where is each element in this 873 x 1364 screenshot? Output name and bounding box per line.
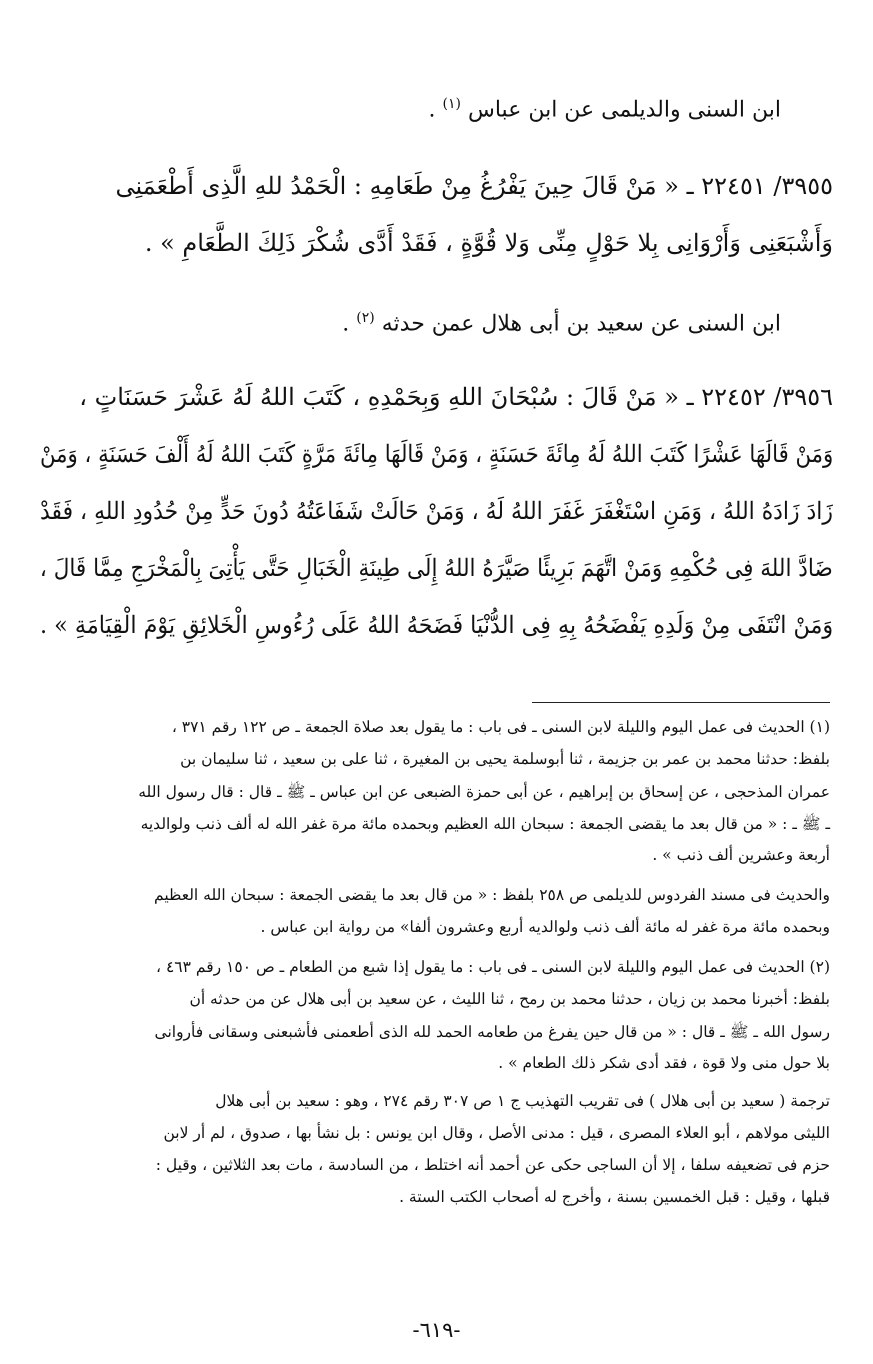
footnote-1-line-5: أربعة وعشرين ألف ذنب » . [652,846,830,864]
footnote-ref-1: (١) [442,96,461,112]
footnote-2-line-2: بلفظ: أخبرنا محمد بن زيان ، حدثنا محمد بن رمح ، ثنا الليث ، عن سعيد بن أبى هلال عن من حدثه أن [189,990,830,1008]
hadith-2-line-2: وَمَنْ قَالَهَا عَشْرًا كَتَبَ اللهُ لَهُ مِائَةَ حَسَنَةٍ ، وَمَنْ قَالَهَا مِائَةَ مَرَّةٍ كَتَبَ اللهُ لَهُ أَلْفَ حَسَنَةٍ ، وَمَنْ [39,440,833,468]
footnote-1-line-1: (١) الحديث فى عمل اليوم والليلة لابن السنى ـ فى باب : ما يقول بعد صلاة الجمعة ـ ص ١٢٢ رقم ٣٧١ ، [171,718,830,736]
page-number: -٦١٩- [412,1318,461,1342]
footnote-1-line-2: بلفظ: حدثنا محمد بن عمر بن جزيمة ، ثنا أبوسلمة يحيى بن المغيرة ، ثنا على بن سعيد ، ثنا سليمان بن [180,750,830,768]
hadith-2-line-5: وَمَنْ انْتَفَى مِنْ وَلَدِهِ يَفْضَحُهُ بِهِ فِى الدُّنْيَا فَضَحَهُ اللهُ عَلَى رُءُوسِ الْخَلائِقِ يَوْمَ الْقِيَامَةِ » . [39,611,833,639]
hadith-1-line-2: وَأَشْبَعَنِى وَأَرْوَانِى بِلا حَوْلٍ مِنِّى وَلا قُوَّةٍ ، فَقَدْ أَدَّى شُكْرَ ذَلِكَ الطَّعَامِ » . [144,229,833,257]
hadith-1-line-1: ٣٩٥٥/ ٢٢٤٥١ ـ « مَنْ قَالَ حِينَ يَفْرُغُ مِنْ طَعَامِهِ : الْحَمْدُ للهِ الَّذِى أَطْعَمَنِى [115,172,833,200]
source-2-text: ابن السنى عن سعيد بن أبى هلال عمن حدثه [381,311,781,337]
source-attribution-1: ابن السنى والديلمى عن ابن عباس $^{(١)}$ . [428,96,781,123]
footnote-1-line-6: والحديث فى مسند الفردوس للديلمى ص ٢٥٨ بلفظ : « من قال بعد ما يقضى الجمعة : سبحان الله العظيم [154,886,830,904]
footnote-ref-2: (٢) [356,310,375,326]
footnote-2-line-3: رسول الله ـ ﷺ ـ قال : « من قال حين يفرغ من طعامه الحمد لله الذى أطعمنى فأشبعنى وسقانى فأروانى [154,1023,830,1041]
footnote-1-line-4: ـ ﷺ ـ : « من قال بعد ما يقضى الجمعة : سبحان الله العظيم وبحمده مائة مرة غفر الله له ألف ذنب ولوالديه [140,815,830,833]
source-attribution-2: ابن السنى عن سعيد بن أبى هلال عمن حدثه $^{(٢)}$ . [342,310,781,337]
footnote-2-line-7: حزم فى تضعيفه سلفا ، إلا أن الساجى حكى عن أحمد أنه اختلط ، من السادسة ، مات بعد الثلاثين ، وقيل : [155,1156,830,1174]
hadith-2-line-4: ضَادَّ اللهَ فِى حُكْمِهِ وَمَنْ اتَّهَمَ بَرِيئًا صَيَّرَهُ اللهُ إِلَى طِينَةِ الْخَبَالِ حَتَّى يَأْتِىَ بِالْمَخْرَجِ مِمَّا قَالَ ، [40,554,833,582]
footnote-2-line-4: بلا حول منى ولا قوة ، فقد أدى شكر ذلك الطعام » . [498,1054,830,1072]
footnote-2-line-5: ترجمة ( سعيد بن أبى هلال ) فى تقريب التهذيب ج ١ ص ٣٠٧ رقم ٢٧٤ ، وهو : سعيد بن أبى هلال [215,1092,830,1110]
hadith-2-line-3: زَادَ زَادَهُ اللهُ ، وَمَنِ اسْتَغْفَرَ غَفَرَ اللهُ لَهُ ، وَمَنْ حَالَتْ شَفَاعَتُهُ دُونَ حَدٍّ مِنْ حُدُودِ اللهِ ، فَقَدْ [40,497,833,525]
hadith-2-line-1: ٣٩٥٦/ ٢٢٤٥٢ ـ « مَنْ قَالَ : سُبْحَانَ اللهِ وَبِحَمْدِهِ ، كَتَبَ اللهُ لَهُ عَشْرَ حَسَنَاتٍ ، [79,383,833,411]
footnote-2-line-8: قبلها ، وقيل : قبل الخمسين بسنة ، وأخرج له أصحاب الكتب الستة . [399,1188,830,1206]
source-1-text: ابن السنى والديلمى عن ابن عباس [468,97,781,123]
footnote-1-line-3: عمران المذحجى ، عن إسحاق بن إبراهيم ، عن أبى حمزة الضبعى عن ابن عباس ـ ﷺ ـ قال : قال رسول الله [138,783,830,801]
footnote-2-line-6: الليثى مولاهم ، أبو العلاء المصرى ، قيل : مدنى الأصل ، وقال ابن يونس : بل نشأ بها ، صدوق ، لم أر لابن [163,1124,830,1142]
footnote-1-line-7: وبحمده مائة مرة غفر له مائة ألف ذنب ولوالديه أربع وعشرون ألفا» من رواية ابن عباس . [260,918,830,936]
footnote-2-line-1: (٢) الحديث فى عمل اليوم والليلة لابن السنى ـ فى باب : ما يقول إذا شبع من الطعام ـ ص ١٥٠ رقم ٤٦٣ ، [156,958,830,976]
footnote-separator [532,702,830,703]
